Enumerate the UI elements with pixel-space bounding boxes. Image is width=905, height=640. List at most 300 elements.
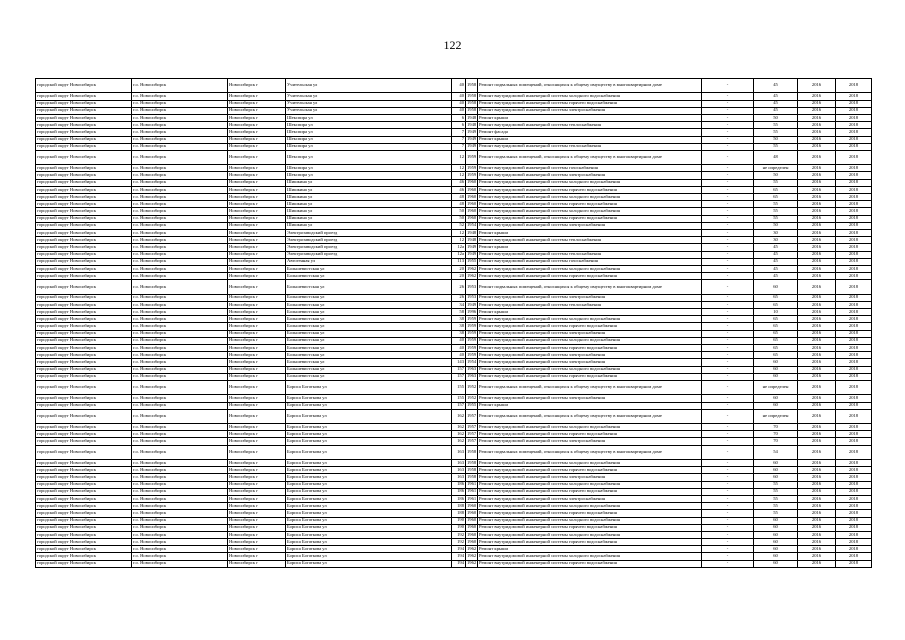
period-start-cell: 2016 (798, 517, 836, 524)
year-built-cell: 1957 (466, 409, 478, 423)
table-row (36, 136, 872, 143)
house-number-cell: 50 (452, 208, 466, 215)
service-life-cell: 60 (754, 531, 798, 538)
street-cell: Бориса Богаткова ул (286, 395, 452, 402)
service-life-cell: 60 (754, 359, 798, 366)
settlement-cell: г.о. Новосибирск (132, 488, 228, 495)
municipality-cell: городской округ Новосибирск (36, 208, 132, 215)
city-cell: Новосибирск г (228, 352, 286, 359)
table-row (36, 373, 872, 380)
city-cell: Новосибирск г (228, 553, 286, 560)
period-start-cell: 2016 (798, 467, 836, 474)
period-start-cell: 2016 (798, 107, 836, 114)
municipality-cell: городской округ Новосибирск (36, 503, 132, 510)
settlement-cell: г.о. Новосибирск (132, 122, 228, 129)
table-row (36, 208, 872, 215)
street-cell: Шекспира ул (286, 129, 452, 136)
street-cell: Бориса Богаткова ул (286, 531, 452, 538)
period-start-cell: 2016 (798, 258, 836, 265)
work-type-cell: Ремонт внутридомовой инженерной системы горячего водоснабжения (478, 201, 702, 208)
street-cell: Учительская ул (286, 79, 452, 93)
settlement-cell: г.о. Новосибирск (132, 114, 228, 121)
street-cell: Большевистская ул (286, 337, 452, 344)
period-end-cell: 2018 (836, 186, 872, 193)
house-number-cell: 40 (452, 93, 466, 100)
year-built-cell: 1959 (467, 323, 477, 329)
street-cell: Бориса Богаткова ул (286, 539, 452, 546)
house-number-cell: 157 (452, 373, 466, 380)
table-row (36, 546, 872, 553)
work-type-cell: Ремонт крыши (478, 309, 702, 316)
service-life-cell: 50 (754, 136, 798, 143)
street-cell: Большевистская ул (286, 301, 452, 308)
city-cell: Новосибирск г (228, 481, 286, 488)
city-cell: Новосибирск г (228, 337, 286, 344)
year-built-cell: 1962 (467, 265, 477, 271)
blank-cell: - (702, 460, 754, 467)
settlement-cell: г.о. Новосибирск (132, 495, 228, 502)
period-start-cell: 2016 (798, 265, 836, 272)
period-end-cell: 2018 (836, 517, 872, 524)
settlement-cell: г.о. Новосибирск (132, 337, 228, 344)
period-start-cell: 2016 (798, 481, 836, 488)
municipality-cell: городской округ Новосибирск (36, 215, 132, 222)
table-row (36, 186, 872, 193)
period-end-cell: 2018 (836, 114, 872, 121)
municipality-cell: городской округ Новосибирск (36, 309, 132, 316)
period-end-cell: 2018 (836, 222, 872, 229)
work-type-cell: Ремонт внутридомовой инженерной системы электроснабжения (478, 107, 702, 114)
work-type-cell: Ремонт крыши (478, 136, 702, 143)
work-type-cell: Ремонт подвальных помещений, относящихся к общему имуществу в многоквартирном доме (478, 445, 702, 459)
work-type-cell: Ремонт внутридомовой инженерной системы горячего водоснабжения (478, 431, 702, 438)
municipality-cell: городской округ Новосибирск (36, 136, 132, 143)
service-life-cell: 55 (754, 488, 798, 495)
city-cell: Новосибирск г (228, 316, 286, 323)
work-type-cell: Ремонт внутридомовой инженерной системы теплоснабжения (478, 251, 702, 258)
blank-cell: - (702, 215, 754, 222)
year-built-cell: 1961 (467, 481, 477, 487)
blank-cell: - (702, 560, 754, 567)
settlement-cell: г.о. Новосибирск (132, 323, 228, 330)
year-built-cell: 1958 (467, 107, 477, 113)
blank-cell: - (702, 244, 754, 251)
blank-cell: - (702, 517, 754, 524)
table-row (36, 539, 872, 546)
street-cell: Большевистская ул (286, 280, 452, 294)
house-number-cell: 162 (452, 424, 466, 431)
work-type-cell: Ремонт внутридомовой инженерной системы горячего водоснабжения (478, 100, 702, 107)
house-number-cell: 12 (452, 237, 466, 244)
house-number-cell: 6 (452, 122, 466, 129)
house-number-cell: 12 (452, 229, 466, 236)
municipality-cell: городской округ Новосибирск (36, 445, 132, 459)
city-cell: Новосибирск г (228, 431, 286, 438)
year-built-cell: 1959 (466, 150, 478, 164)
period-end-cell: 2018 (836, 373, 872, 380)
year-built-cell: 1949 (467, 251, 477, 257)
municipality-cell: городской округ Новосибирск (36, 330, 132, 337)
year-built-cell: 1958 (467, 459, 477, 465)
service-life-cell: 65 (754, 294, 798, 301)
house-number-cell: 12 (452, 172, 466, 179)
city-cell: Новосибирск г (228, 366, 286, 373)
house-number-cell: 143 (452, 359, 466, 366)
city-cell: Новосибирск г (228, 330, 286, 337)
city-cell: Новосибирск г (228, 488, 286, 495)
year-built-cell: 1958 (467, 93, 477, 99)
work-type-cell: Ремонт внутридомовой инженерной системы горячего водоснабжения (478, 323, 702, 330)
city-cell: Новосибирск г (228, 539, 286, 546)
blank-cell: - (702, 136, 754, 143)
work-type-cell: Ремонт внутридомовой инженерной системы горячего водоснабжения (478, 186, 702, 193)
period-end-cell: 2018 (836, 359, 872, 366)
table-row (36, 359, 872, 366)
period-start-cell: 2016 (798, 208, 836, 215)
work-type-cell: Ремонт внутридомовой инженерной системы газоснабжения (478, 165, 702, 172)
blank-cell: - (702, 107, 754, 114)
year-built-cell: 1958 (467, 466, 477, 472)
year-built-cell: 1962 (467, 545, 477, 551)
period-end-cell: 2018 (836, 237, 872, 244)
period-start-cell: 2016 (798, 215, 836, 222)
settlement-cell: г.о. Новосибирск (132, 481, 228, 488)
work-type-cell: Ремонт внутридомовой инженерной системы горячего водоснабжения (478, 560, 702, 567)
period-start-cell: 2016 (798, 114, 836, 121)
service-life-cell: 65 (754, 194, 798, 201)
blank-cell: - (702, 251, 754, 258)
municipality-cell: городской округ Новосибирск (36, 524, 132, 531)
table-row (36, 294, 872, 301)
table-row (36, 201, 872, 208)
service-life-cell: 45 (754, 258, 798, 265)
city-cell: Новосибирск г (228, 165, 286, 172)
house-number-cell: 48 (452, 201, 466, 208)
municipality-cell: городской округ Новосибирск (36, 359, 132, 366)
work-type-cell: Ремонт внутридомовой инженерной системы электроснабжения (478, 352, 702, 359)
table-row (36, 553, 872, 560)
house-number-cell: 12 (452, 165, 466, 172)
city-cell: Новосибирск г (228, 136, 286, 143)
period-start-cell: 2016 (798, 495, 836, 502)
blank-cell: - (702, 546, 754, 553)
table-row (36, 445, 872, 459)
year-built-cell: 1949 (467, 129, 477, 135)
period-end-cell: 2018 (836, 445, 872, 459)
settlement-cell: г.о. Новосибирск (132, 546, 228, 553)
period-start-cell: 2016 (798, 330, 836, 337)
table-row (36, 481, 872, 488)
house-number-cell: 113 (452, 258, 466, 265)
period-start-cell: 2016 (798, 229, 836, 236)
year-built-cell: 1959 (467, 330, 477, 336)
period-start-cell: 2016 (798, 395, 836, 402)
municipality-cell: городской округ Новосибирск (36, 474, 132, 481)
city-cell: Новосибирск г (228, 380, 286, 394)
settlement-cell: г.о. Новосибирск (132, 517, 228, 524)
service-life-cell: 60 (754, 517, 798, 524)
blank-cell: - (702, 179, 754, 186)
table-row (36, 323, 872, 330)
year-built-cell: 1955 (467, 258, 477, 264)
street-cell: Шекспира ул (286, 122, 452, 129)
table-row (36, 352, 872, 359)
house-number-cell: 194 (452, 560, 466, 567)
street-cell: Бориса Богаткова ул (286, 481, 452, 488)
year-built-cell: 1960 (467, 517, 477, 523)
table-row (36, 402, 872, 409)
house-number-cell: 163 (452, 474, 466, 481)
repair-program-table (35, 78, 872, 568)
period-start-cell: 2016 (798, 309, 836, 316)
blank-cell: - (702, 194, 754, 201)
blank-cell: - (702, 93, 754, 100)
period-start-cell: 2016 (798, 194, 836, 201)
period-start-cell: 2016 (798, 531, 836, 538)
work-type-cell: Ремонт подвальных помещений, относящихся к общему имуществу в многоквартирном доме (478, 409, 702, 423)
city-cell: Новосибирск г (228, 258, 286, 265)
municipality-cell: городской округ Новосибирск (36, 100, 132, 107)
service-life-cell: 65 (754, 344, 798, 351)
municipality-cell: городской округ Новосибирск (36, 150, 132, 164)
work-type-cell: Ремонт внутридомовой инженерной системы электроснабжения (478, 222, 702, 229)
settlement-cell: г.о. Новосибирск (132, 380, 228, 394)
period-end-cell: 2018 (836, 107, 872, 114)
house-number-cell: 40 (452, 352, 466, 359)
year-built-cell: 1957 (467, 438, 477, 444)
blank-cell: - (702, 258, 754, 265)
service-life-cell: 50 (754, 222, 798, 229)
year-built-cell: 1955 (467, 402, 477, 408)
period-start-cell: 2016 (798, 129, 836, 136)
municipality-cell: городской округ Новосибирск (36, 323, 132, 330)
period-start-cell: 2016 (798, 402, 836, 409)
year-built-cell: 1962 (467, 553, 477, 559)
street-cell: Шишкина ул (286, 208, 452, 215)
city-cell: Новосибирск г (228, 194, 286, 201)
municipality-cell: городской округ Новосибирск (36, 186, 132, 193)
work-type-cell: Ремонт внутридомовой инженерной системы холодного водоснабжения (478, 517, 702, 524)
city-cell: Новосибирск г (228, 215, 286, 222)
period-start-cell: 2016 (798, 474, 836, 481)
year-built-cell: 1960 (467, 510, 477, 516)
service-life-cell: 50 (754, 114, 798, 121)
settlement-cell: г.о. Новосибирск (132, 438, 228, 445)
settlement-cell: г.о. Новосибирск (132, 402, 228, 409)
street-cell: Бориса Богаткова ул (286, 524, 452, 531)
work-type-cell: Ремонт внутридомовой инженерной системы теплоснабжения (478, 122, 702, 129)
period-end-cell: 2018 (836, 531, 872, 538)
settlement-cell: г.о. Новосибирск (132, 265, 228, 272)
table-row (36, 560, 872, 567)
city-cell: Новосибирск г (228, 208, 286, 215)
street-cell: Бориса Богаткова ул (286, 510, 452, 517)
settlement-cell: г.о. Новосибирск (132, 273, 228, 280)
street-cell: Большевистская ул (286, 366, 452, 373)
period-end-cell: 2018 (836, 431, 872, 438)
city-cell: Новосибирск г (228, 150, 286, 164)
year-built-cell: 1954 (467, 359, 477, 365)
municipality-cell: городской округ Новосибирск (36, 172, 132, 179)
settlement-cell: г.о. Новосибирск (132, 165, 228, 172)
settlement-cell: г.о. Новосибирск (132, 359, 228, 366)
period-start-cell: 2016 (798, 237, 836, 244)
period-start-cell: 2016 (798, 136, 836, 143)
work-type-cell: Ремонт внутридомовой инженерной системы электроснабжения (478, 495, 702, 502)
service-life-cell: 54 (754, 445, 798, 459)
period-start-cell: 2016 (798, 251, 836, 258)
city-cell: Новосибирск г (228, 560, 286, 567)
blank-cell: - (702, 402, 754, 409)
settlement-cell: г.о. Новосибирск (132, 352, 228, 359)
work-type-cell: Ремонт внутридомовой инженерной системы электроснабжения (478, 474, 702, 481)
city-cell: Новосибирск г (228, 531, 286, 538)
period-start-cell: 2016 (798, 380, 836, 394)
table-row (36, 409, 872, 423)
year-built-cell: 1949 (467, 244, 477, 250)
service-life-cell: 45 (754, 93, 798, 100)
blank-cell: - (702, 208, 754, 215)
table-row (36, 258, 872, 265)
period-start-cell: 2016 (798, 424, 836, 431)
period-end-cell: 2018 (836, 474, 872, 481)
service-life-cell: 45 (754, 100, 798, 107)
street-cell: Шишкина ул (286, 215, 452, 222)
year-built-cell: 1953 (467, 294, 477, 300)
table-row (36, 524, 872, 531)
settlement-cell: г.о. Новосибирск (132, 467, 228, 474)
year-built-cell: 1948 (467, 229, 477, 235)
work-type-cell: Ремонт подвальных помещений, относящихся к общему имуществу в многоквартирном доме (478, 280, 702, 294)
street-cell: Шекспира ул (286, 114, 452, 121)
table-row (36, 215, 872, 222)
city-cell: Новосибирск г (228, 344, 286, 351)
work-type-cell: Ремонт внутридомовой инженерной системы холодного водоснабжения (478, 337, 702, 344)
year-built-cell: 1960 (467, 502, 477, 508)
street-cell: Бориса Богаткова ул (286, 553, 452, 560)
settlement-cell: г.о. Новосибирск (132, 172, 228, 179)
year-built-cell: 1961 (467, 495, 477, 501)
service-life-cell: 55 (754, 208, 798, 215)
street-cell: Большевистская ул (286, 344, 452, 351)
service-life-cell: 45 (754, 107, 798, 114)
house-number-cell: 194 (452, 553, 466, 560)
street-cell: Учительская ул (286, 107, 452, 114)
period-end-cell: 2018 (836, 488, 872, 495)
blank-cell: - (702, 445, 754, 459)
blank-cell: - (702, 359, 754, 366)
street-cell: Бориса Богаткова ул (286, 474, 452, 481)
period-start-cell: 2016 (798, 201, 836, 208)
period-start-cell: 2016 (798, 503, 836, 510)
city-cell: Новосибирск г (228, 280, 286, 294)
blank-cell: - (702, 524, 754, 531)
year-built-cell: 1948 (467, 121, 477, 127)
municipality-cell: городской округ Новосибирск (36, 179, 132, 186)
street-cell: Шишкина ул (286, 222, 452, 229)
blank-cell: - (702, 222, 754, 229)
table-row (36, 122, 872, 129)
year-built-cell: 1960 (467, 215, 477, 221)
period-start-cell: 2016 (798, 294, 836, 301)
blank-cell: - (702, 438, 754, 445)
municipality-cell: городской округ Новосибирск (36, 380, 132, 394)
street-cell: Бориса Богаткова ул (286, 517, 452, 524)
period-start-cell: 2016 (798, 373, 836, 380)
service-life-cell: 55 (754, 510, 798, 517)
period-end-cell: 2018 (836, 136, 872, 143)
blank-cell: - (702, 122, 754, 129)
service-life-cell: 10 (754, 309, 798, 316)
work-type-cell: Ремонт внутридомовой инженерной системы холодного водоснабжения (478, 208, 702, 215)
settlement-cell: г.о. Новосибирск (132, 258, 228, 265)
work-type-cell: Ремонт внутридомовой инженерной системы горячего водоснабжения (478, 273, 702, 280)
street-cell: Бориса Богаткова ул (286, 438, 452, 445)
service-life-cell: 45 (754, 273, 798, 280)
work-type-cell: Ремонт внутридомовой инженерной системы горячего водоснабжения (478, 373, 702, 380)
service-life-cell: 60 (754, 460, 798, 467)
period-end-cell: 2018 (836, 258, 872, 265)
house-number-cell: 192 (452, 531, 466, 538)
table-row (36, 150, 872, 164)
blank-cell: - (702, 294, 754, 301)
house-number-cell: 155 (452, 380, 466, 394)
municipality-cell: городской округ Новосибирск (36, 560, 132, 567)
city-cell: Новосибирск г (228, 424, 286, 431)
work-type-cell: Ремонт внутридомовой инженерной системы холодного водоснабжения (478, 481, 702, 488)
service-life-cell: 55 (754, 129, 798, 136)
work-type-cell: Ремонт внутридомовой инженерной системы горячего водоснабжения (478, 215, 702, 222)
year-built-cell: 1952 (467, 395, 477, 400)
house-number-cell: 186 (452, 481, 466, 488)
period-start-cell: 2016 (798, 143, 836, 150)
municipality-cell: городской округ Новосибирск (36, 316, 132, 323)
period-start-cell: 2016 (798, 546, 836, 553)
table-row (36, 330, 872, 337)
municipality-cell: городской округ Новосибирск (36, 273, 132, 280)
year-built-cell: 1961 (467, 488, 477, 494)
city-cell: Новосибирск г (228, 107, 286, 114)
street-cell: Электрозаводский проезд (286, 237, 452, 244)
settlement-cell: г.о. Новосибирск (132, 366, 228, 373)
work-type-cell: Ремонт внутридомовой инженерной системы теплоснабжения (478, 237, 702, 244)
year-built-cell: 1962 (467, 272, 477, 278)
period-end-cell: 2018 (836, 438, 872, 445)
period-end-cell: 2018 (836, 510, 872, 517)
blank-cell: - (702, 474, 754, 481)
period-start-cell: 2016 (798, 244, 836, 251)
municipality-cell: городской округ Новосибирск (36, 546, 132, 553)
work-type-cell: Ремонт внутридомовой инженерной системы холодного водоснабжения (478, 265, 702, 272)
table-body (36, 79, 872, 568)
street-cell: Шекспира ул (286, 143, 452, 150)
blank-cell: - (702, 114, 754, 121)
table-row (36, 79, 872, 93)
table-row (36, 474, 872, 481)
settlement-cell: г.о. Новосибирск (132, 100, 228, 107)
municipality-cell: городской округ Новосибирск (36, 344, 132, 351)
period-end-cell: 2018 (836, 172, 872, 179)
city-cell: Новосибирск г (228, 503, 286, 510)
service-life-cell: 55 (754, 503, 798, 510)
street-cell: Шекспира ул (286, 172, 452, 179)
house-number-cell: 12а (452, 251, 466, 258)
street-cell: Большевистская ул (286, 273, 452, 280)
city-cell: Новосибирск г (228, 237, 286, 244)
service-life-cell: 65 (754, 316, 798, 323)
settlement-cell: г.о. Новосибирск (132, 79, 228, 93)
municipality-cell: городской округ Новосибирск (36, 539, 132, 546)
